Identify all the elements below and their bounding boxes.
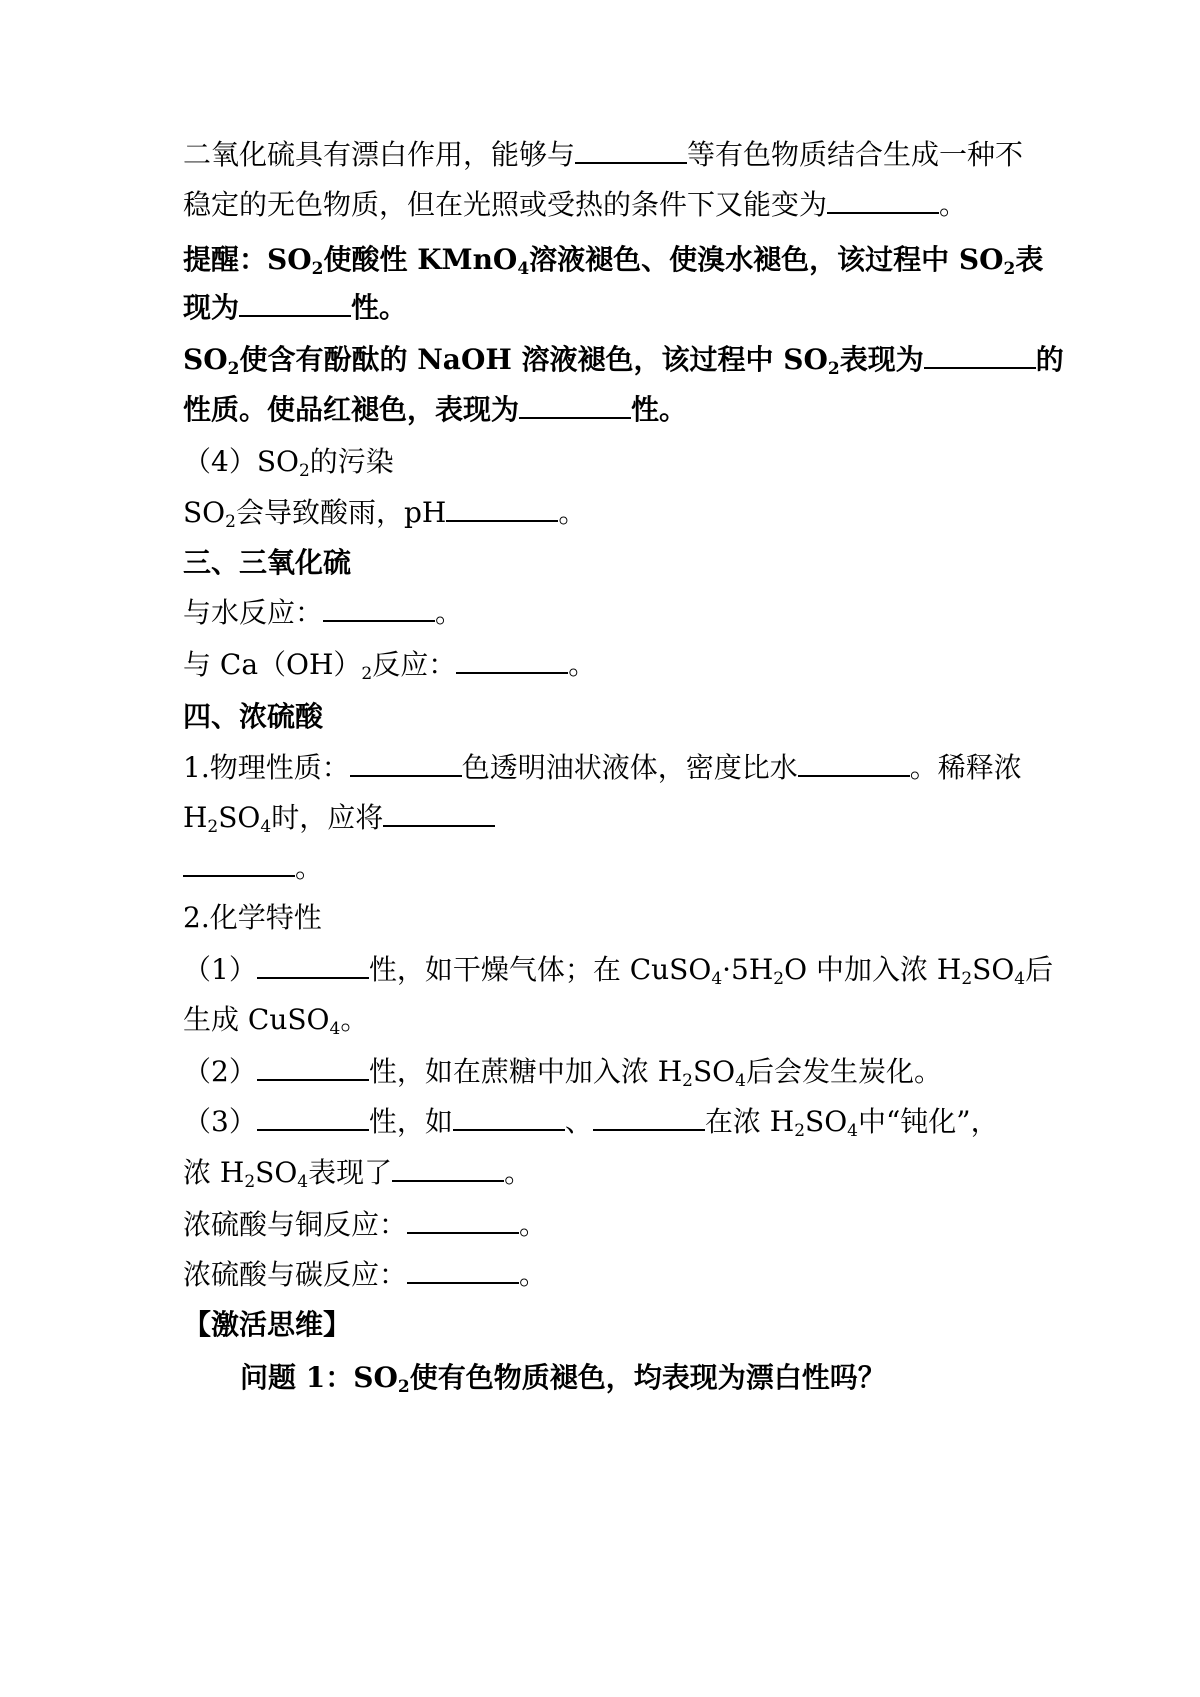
reminder-line — [183, 240, 1044, 280]
text: 。 — [340, 1003, 369, 1036]
text: 1.物理性质： — [183, 751, 350, 784]
text: SO — [805, 1105, 848, 1138]
text-line-5 — [183, 340, 1064, 380]
subscript: 4 — [847, 1121, 858, 1141]
text: O 中加入浓 H — [784, 953, 962, 986]
text: 时，应将 — [271, 801, 384, 834]
subscript: 4 — [1014, 969, 1026, 989]
text: 现为 — [183, 291, 240, 324]
text: SO — [692, 1055, 736, 1088]
answer-blank — [593, 1103, 705, 1131]
text: 稳定的无色物质，但在光照或受热的条件下又能变为 — [183, 188, 828, 221]
answer-blank — [519, 391, 631, 419]
subscript: 2 — [207, 817, 219, 837]
text: （4）SO — [183, 445, 299, 478]
answer-blank — [257, 1103, 369, 1131]
reminder-label: 提醒： — [183, 243, 268, 276]
text-line-22 — [183, 1205, 1033, 1245]
answer-blank — [323, 594, 435, 622]
text: 等有色物质结合生成一种不 — [687, 138, 1024, 171]
text: H — [183, 801, 208, 834]
text-line-17 — [183, 950, 1054, 990]
subscript: 4 — [517, 259, 530, 279]
text: 三、三氧化硫 — [183, 546, 352, 579]
text: 浓 H — [183, 1156, 245, 1189]
subscript: 2 — [361, 664, 373, 684]
text-line-19 — [183, 1052, 1033, 1092]
text-line-6 — [183, 390, 1033, 430]
text: 使有色物质褪色，均表现为漂白性吗？ — [409, 1361, 886, 1394]
text-line-2 — [183, 185, 1033, 225]
text: 问题 1：SO — [240, 1361, 398, 1394]
text: 的污染 — [309, 445, 394, 478]
subscript: 2 — [827, 359, 840, 379]
text: 后会发生炭化。 — [745, 1055, 942, 1088]
subscript: 4 — [260, 817, 272, 837]
subscript: 4 — [735, 1071, 746, 1091]
text: （2） — [183, 1055, 257, 1088]
text: 性，如 — [368, 1105, 453, 1138]
text: 反应： — [372, 648, 457, 681]
text: 。稀释浓 — [909, 751, 1022, 784]
text-line-4 — [183, 288, 1033, 328]
text: SO — [183, 496, 226, 529]
answer-blank — [575, 136, 687, 164]
answer-blank — [407, 1256, 519, 1284]
text: （1） — [183, 953, 257, 986]
text: 、 — [564, 1105, 593, 1138]
text: 【激活思维】 — [183, 1308, 352, 1341]
subscript: 2 — [244, 1172, 256, 1192]
subscript: 2 — [298, 461, 310, 481]
answer-blank — [257, 1053, 369, 1081]
text: 浓硫酸与铜反应： — [183, 1208, 408, 1241]
text: 性，如干燥气体；在 CuSO — [368, 953, 712, 986]
text: 色透明油状液体，密度比水 — [461, 751, 798, 784]
answer-blank — [257, 951, 369, 979]
text: SO — [972, 953, 1015, 986]
text: 。 — [568, 648, 597, 681]
answer-blank — [924, 341, 1036, 369]
text: 表 — [1015, 243, 1044, 276]
subscript: 2 — [773, 969, 785, 989]
text: 。 — [519, 1208, 548, 1241]
text: 会导致酸雨，pH — [235, 496, 447, 529]
subsection-heading-chemical-properties — [183, 898, 1033, 938]
text: SO — [218, 801, 261, 834]
text: 与 Ca（OH） — [183, 648, 362, 681]
subsection-heading — [183, 442, 1033, 482]
answer-blank — [827, 186, 939, 214]
text: 表现了 — [308, 1156, 393, 1189]
text-line-10 — [183, 593, 1033, 633]
text: SO — [183, 343, 228, 376]
text: 中“钝化”， — [857, 1105, 999, 1138]
text: 使酸性 KMnO — [323, 243, 518, 276]
text-line-13 — [183, 748, 1033, 788]
subscript: 2 — [1003, 259, 1016, 279]
subscript: 2 — [311, 259, 324, 279]
text: 表现为 — [839, 343, 924, 376]
subscript: 4 — [297, 1172, 309, 1192]
subscript: 2 — [961, 969, 973, 989]
answer-blank — [407, 1206, 519, 1234]
section-heading-sulfuric-acid — [183, 697, 1033, 737]
subscript: 4 — [711, 969, 723, 989]
answer-blank — [798, 749, 910, 777]
text: 。 — [295, 851, 324, 884]
activate-thinking-heading — [183, 1305, 1033, 1345]
answer-blank — [239, 289, 351, 317]
text: 使含有酚酞的 NaOH 溶液褪色，该过程中 SO — [239, 343, 828, 376]
section-heading-sulfur-trioxide — [183, 543, 1033, 583]
text-line-18 — [183, 1000, 1033, 1040]
text: SO — [267, 243, 312, 276]
text: 。 — [504, 1156, 533, 1189]
text-line-20 — [183, 1102, 1033, 1142]
text: 在浓 H — [704, 1105, 795, 1138]
answer-blank — [456, 646, 568, 674]
text-line-1 — [183, 135, 1033, 175]
text: 。 — [558, 496, 587, 529]
text: 后 — [1025, 953, 1054, 986]
text-line-23 — [183, 1255, 1033, 1295]
text-line-8 — [183, 493, 1033, 533]
text-line-11 — [183, 645, 1033, 685]
text: 二氧化硫具有漂白作用，能够与 — [183, 138, 576, 171]
text-line-14 — [183, 798, 1033, 838]
text: 性。 — [351, 291, 408, 324]
text-line-21 — [183, 1153, 1033, 1193]
question-1 — [240, 1358, 1090, 1398]
text: 的 — [1035, 343, 1064, 376]
subscript: 2 — [227, 359, 240, 379]
subscript: 2 — [794, 1121, 806, 1141]
text: （3） — [183, 1105, 257, 1138]
text: 性质。使品红褪色，表现为 — [183, 393, 520, 426]
text: 与水反应： — [183, 596, 324, 629]
text: 。 — [519, 1258, 548, 1291]
text: 。 — [435, 596, 464, 629]
subscript: 2 — [225, 512, 236, 532]
text: 。 — [939, 188, 968, 221]
text: 性，如在蔗糖中加入浓 H — [368, 1055, 683, 1088]
answer-blank — [453, 1103, 565, 1131]
text: 2.化学特性 — [183, 901, 322, 934]
subscript: 2 — [397, 1377, 410, 1397]
answer-blank — [350, 749, 462, 777]
text: 性。 — [631, 393, 688, 426]
answer-blank — [183, 849, 295, 877]
subscript: 2 — [682, 1071, 693, 1091]
text: 四、浓硫酸 — [183, 700, 324, 733]
answer-blank — [446, 494, 558, 522]
text: ·5H — [722, 953, 774, 986]
text: 溶液褪色、使溴水褪色，该过程中 SO — [529, 243, 1004, 276]
text: SO — [255, 1156, 298, 1189]
answer-blank — [392, 1154, 504, 1182]
text-line-15 — [183, 848, 1033, 888]
text: 生成 CuSO — [183, 1003, 330, 1036]
answer-blank — [383, 799, 495, 827]
subscript: 4 — [329, 1019, 341, 1039]
text: 浓硫酸与碳反应： — [183, 1258, 408, 1291]
